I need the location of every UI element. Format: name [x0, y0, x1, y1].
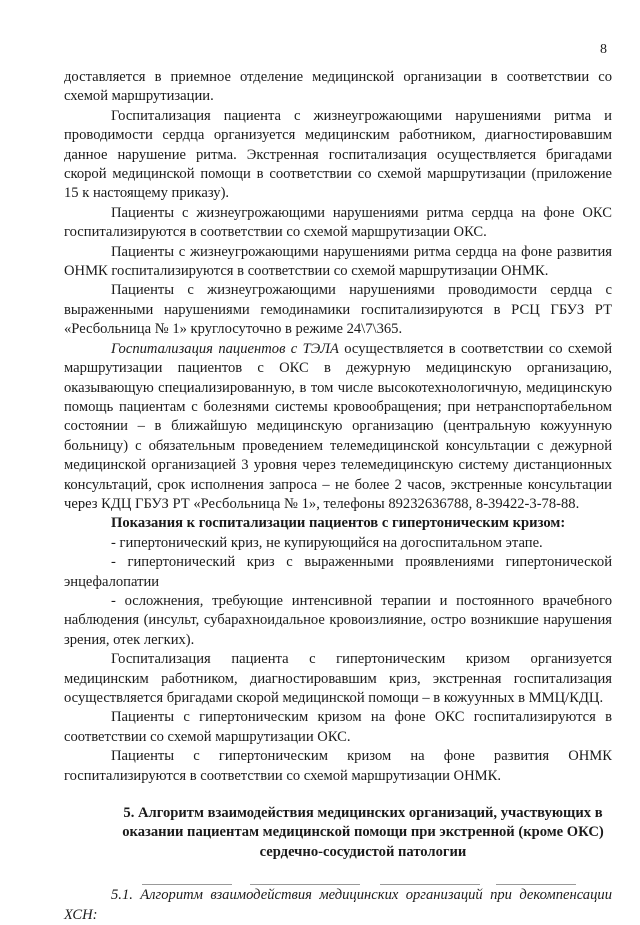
- paragraph-arrhythmia-hospitalization: Госпитализация пациента с жизнеугрожающими нарушениями ритма и проводимости сердца организуется медицинским работником, диагностировавшим данное нарушение ритма. Экстренная госпитализация осуществляется бригадами скорой медицинской помощи в соответствии со схемой маршрутизации (приложение 15 к настоящему приказу).: [64, 107, 612, 202]
- document-body: [64, 68, 612, 925]
- indication-item: - осложнения, требующие интенсивной терапии и постоянного врачебного наблюдения (инсульт, субарахноидальное кровоизлияние, остро возникшие нарушения зрения, отек легких).: [64, 592, 612, 648]
- paragraph-hypertensive-crisis: Госпитализация пациента с гипертоническим кризом организуется медицинским работником, диагностировавшим криз, экстренная госпитализация осуществляется бригадами скорой медицинской помощи – в кожуунных в ММЦ/КДЦ.: [64, 651, 612, 706]
- page-number: 8: [600, 42, 607, 57]
- paragraph-crisis-oks: Пациенты с гипертоническим кризом на фоне ОКС госпитализируются в соответствии со схемой маршрутизации ОКС.: [64, 709, 612, 745]
- scan-line: [142, 884, 232, 885]
- section-heading: 5. Алгоритм взаимодействия медицинских организаций, участвующих в оказании пациентам медицинской помощи при экстренной (кроме ОКС) сердечно-сосудистой патологии: [122, 805, 604, 860]
- indication-item: - гипертонический криз с выраженными проявлениями гипертонической энцефалопатии: [64, 554, 612, 590]
- paragraph-crisis-onmk: Пациенты с гипертоническим кризом на фоне развития ОНМК госпитализируются в соответствии со схемой маршрутизации ОНМК.: [64, 748, 612, 784]
- tela-text: осуществляется в соответствии со схемой маршрутизации пациентов с ОКС в дежурную медицинскую организацию, оказывающую специализированную, в том числе высокотехнологичную, медицинскую помощь пациентам с болезнями системы кровообращения; при нетранспортабельном состоянии – в ближайшую медицинскую организацию (центральную кожуунную больницу) с обязательным проведением телемедицинской консультации с дежурной медицинской организацией 3 уровня через телемедицинскую систему дистанционных консультаций, срок исполнения запроса – не более 2 часов, экстренные консультации через КДЦ ГБУЗ РТ «Ресбольница № 1», телефоны 89232636788, 8-39422-3-78-88.: [64, 340, 613, 512]
- paragraph-arrhythmia-oks: Пациенты с жизнеугрожающими нарушениями ритма сердца на фоне ОКС госпитализируются в соответствии со схемой маршрутизации ОКС.: [64, 204, 612, 241]
- paragraph-arrhythmia-onmk: Пациенты с жизнеугрожающими нарушениями ритма сердца на фоне развития ОНМК госпитализируются в соответствии со схемой маршрутизации ОНМК.: [64, 243, 612, 280]
- paragraph-tela: [64, 340, 612, 515]
- indication-item: - гипертонический криз, не купирующийся на догоспитальном этапе.: [111, 534, 543, 551]
- indications-heading: Показания к госпитализации пациентов с гипертоническим кризом:: [111, 515, 566, 532]
- scan-line: [250, 884, 360, 885]
- tela-lead: Госпитализация пациентов с ТЭЛА: [111, 340, 339, 357]
- paragraph-conduction-disorders: Пациенты с жизнеугрожающими нарушениями проводимости сердца с выраженными нарушениями гемодинамики госпитализируются в РСЦ ГБУЗ РТ «Ресбольница № 1» круглосуточно в режиме 24\7\365.: [64, 282, 612, 338]
- paragraph-continuation: доставляется в приемное отделение медицинской организации в соответствии со схемой маршрутизации.: [64, 69, 612, 105]
- subsection-heading: 5.1. Алгоритм взаимодействия медицинских организаций при декомпенсации ХСН:: [64, 887, 612, 923]
- scan-line: [496, 884, 576, 885]
- scan-line: [380, 884, 480, 885]
